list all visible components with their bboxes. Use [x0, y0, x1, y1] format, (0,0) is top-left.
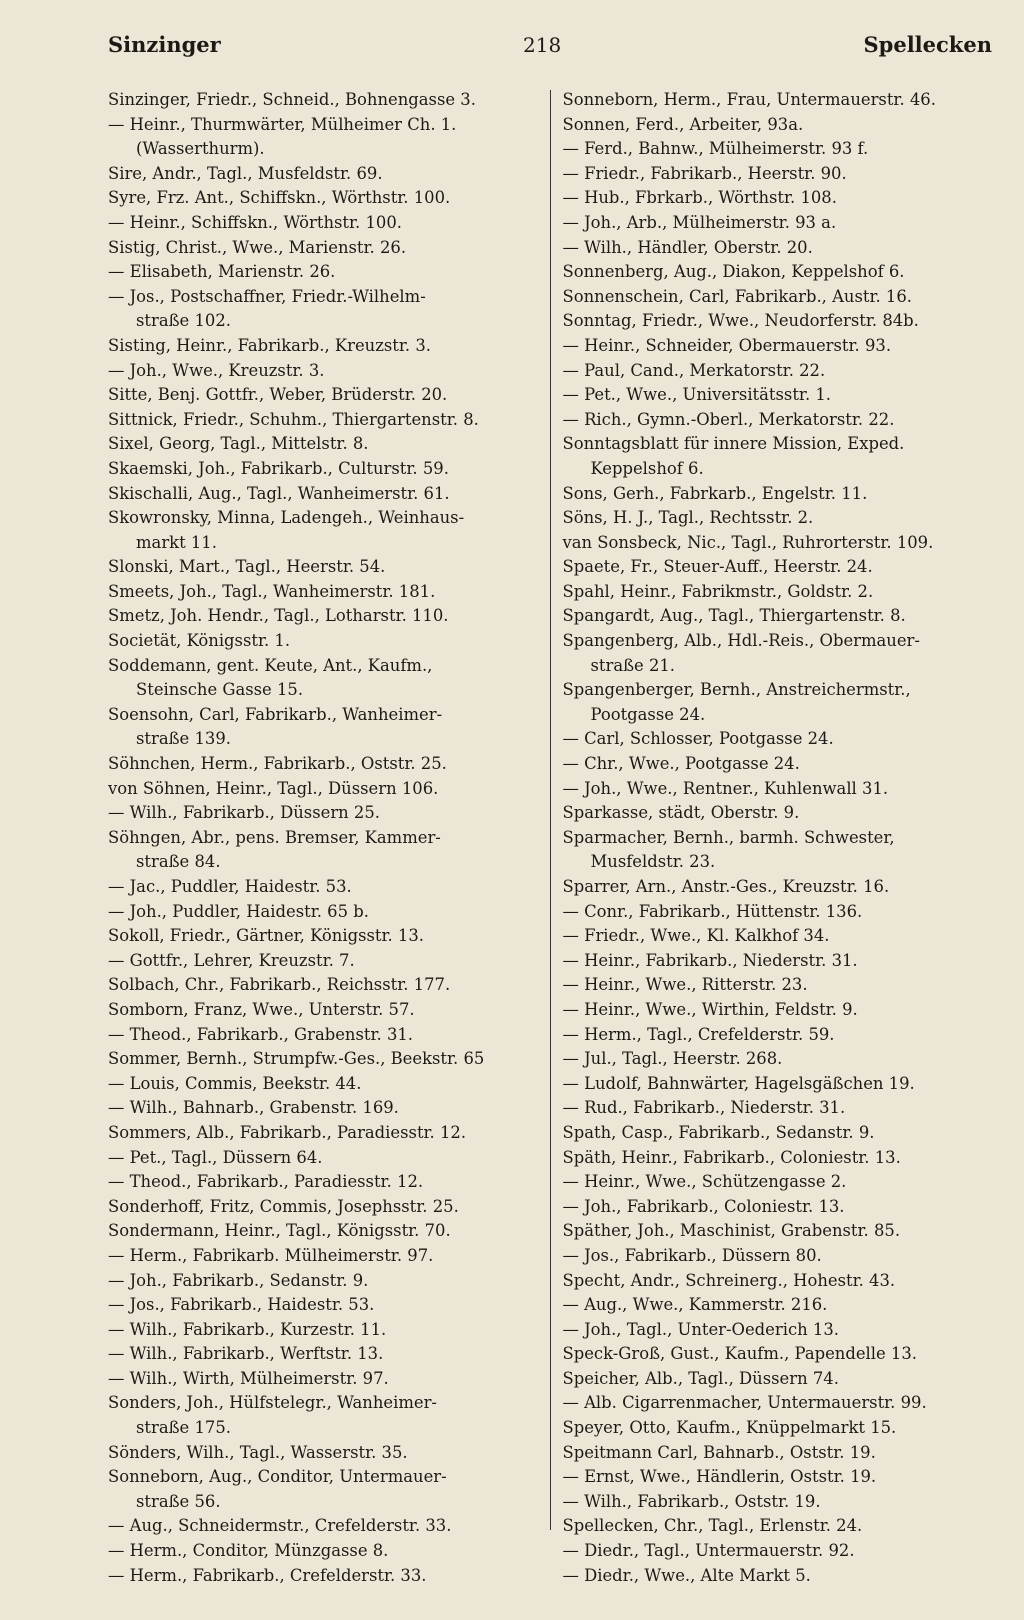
- directory-entry: — Carl, Schlosser, Pootgasse 24.: [562, 729, 834, 749]
- directory-entry: — Diedr., Wwe., Alte Markt 5.: [562, 1565, 811, 1585]
- directory-entry: — Friedr., Wwe., Kl. Kalkhof 34.: [562, 926, 830, 946]
- entry-continuation: Steinsche Gasse 15.: [136, 680, 304, 700]
- directory-entry: — Wilh., Fabrikarb., Werftstr. 13.: [108, 1344, 384, 1364]
- directory-entry: Sommer, Bernh., Strumpfw.-Ges., Beekstr. 65: [108, 1049, 485, 1069]
- directory-entry: van Sonsbeck, Nic., Tagl., Ruhrorterstr. 109.: [562, 532, 934, 552]
- directory-entry: Sisting, Heinr., Fabrikarb., Kreuzstr. 3.: [108, 335, 431, 355]
- directory-entry: Sokoll, Friedr., Gärtner, Königsstr. 13.: [108, 926, 424, 946]
- directory-entry: Sonnenberg, Aug., Diakon, Keppelshof 6.: [562, 262, 905, 282]
- entry-continuation: straße 175.: [136, 1418, 231, 1438]
- entry-continuation: straße 21.: [590, 655, 676, 675]
- directory-entry: Sparkasse, städt, Oberstr. 9.: [562, 803, 800, 823]
- directory-entry: — Ferd., Bahnw., Mülheimerstr. 93 f.: [562, 139, 869, 159]
- directory-entry: Späther, Joh., Maschinist, Grabenstr. 85.: [562, 1221, 901, 1241]
- directory-entry: Sonntag, Friedr., Wwe., Neudorferstr. 84b.: [562, 311, 919, 331]
- directory-entry: Spath, Casp., Fabrikarb., Sedanstr. 9.: [562, 1122, 875, 1142]
- directory-entry: Skischalli, Aug., Tagl., Wanheimerstr. 61.: [108, 483, 450, 503]
- directory-entry: Sixel, Georg, Tagl., Mittelstr. 8.: [108, 434, 369, 454]
- directory-entry: Sonntagsblatt für innere Mission, Exped.: [562, 434, 905, 454]
- directory-entry: von Söhnen, Heinr., Tagl., Düssern 106.: [108, 778, 439, 798]
- directory-entry: — Wilh., Händler, Oberstr. 20.: [562, 237, 813, 257]
- page-number: 218: [523, 33, 562, 57]
- directory-entry: — Joh., Wwe., Kreuzstr. 3.: [108, 360, 325, 380]
- directory-entry: Sons, Gerh., Fabrkarb., Engelstr. 11.: [562, 483, 868, 503]
- directory-entry: — Chr., Wwe., Pootgasse 24.: [562, 754, 800, 774]
- directory-entry: Smeets, Joh., Tagl., Wanheimerstr. 181.: [108, 581, 436, 601]
- directory-entry: Slonski, Mart., Tagl., Heerstr. 54.: [108, 557, 386, 577]
- directory-entry: — Jul., Tagl., Heerstr. 268.: [562, 1049, 783, 1069]
- directory-entry: Späth, Heinr., Fabrikarb., Coloniestr. 13.: [562, 1147, 901, 1167]
- directory-entry: Somborn, Franz, Wwe., Unterstr. 57.: [108, 999, 415, 1019]
- directory-entry: Söns, H. J., Tagl., Rechtsstr. 2.: [562, 508, 814, 528]
- directory-entry: — Paul, Cand., Merkatorstr. 22.: [562, 360, 826, 380]
- directory-entry: — Ludolf, Bahnwärter, Hagelsgäßchen 19.: [562, 1073, 915, 1093]
- directory-entry: — Alb. Cigarrenmacher, Untermauerstr. 99.: [562, 1393, 927, 1413]
- directory-entry: Sonneborn, Herm., Frau, Untermauerstr. 46.: [562, 90, 936, 109]
- directory-entry: Sinzinger, Friedr., Schneid., Bohnengasse 3.: [108, 90, 476, 109]
- directory-entry: Spaete, Fr., Steuer-Auff., Heerstr. 24.: [562, 557, 873, 577]
- directory-entry: Societät, Königsstr. 1.: [108, 631, 291, 651]
- directory-entry: — Herm., Tagl., Crefelderstr. 59.: [562, 1024, 835, 1044]
- directory-entry: — Aug., Schneidermstr., Crefelderstr. 33.: [108, 1516, 452, 1536]
- directory-entry: — Wilh., Fabrikarb., Kurzestr. 11.: [108, 1319, 387, 1339]
- directory-entry: Speitmann Carl, Bahnarb., Oststr. 19.: [562, 1442, 876, 1462]
- directory-entry: Spangardt, Aug., Tagl., Thiergartenstr. 8.: [562, 606, 906, 626]
- directory-entry: Skaemski, Joh., Fabrikarb., Culturstr. 59.: [108, 458, 449, 478]
- directory-entry: Sonneborn, Aug., Conditor, Untermauer-: [108, 1467, 447, 1487]
- directory-entry: Sitte, Benj. Gottfr., Weber, Brüderstr. 20.: [108, 385, 448, 405]
- entry-continuation: straße 56.: [136, 1491, 221, 1511]
- directory-entry: — Jos., Fabrikarb., Haidestr. 53.: [108, 1295, 375, 1315]
- directory-entry: Specht, Andr., Schreinerg., Hohestr. 43.: [562, 1270, 896, 1290]
- entry-continuation: straße 84.: [136, 852, 221, 872]
- directory-entry: — Gottfr., Lehrer, Kreuzstr. 7.: [108, 950, 355, 970]
- directory-entry: — Jos., Postschaffner, Friedr.-Wilhelm-: [108, 286, 426, 306]
- directory-entry: Söhnchen, Herm., Fabrikarb., Oststr. 25.: [108, 754, 447, 774]
- directory-entry: — Joh., Arb., Mülheimerstr. 93 a.: [562, 212, 837, 232]
- directory-entry: — Joh., Wwe., Rentner., Kuhlenwall 31.: [562, 778, 889, 798]
- entry-continuation: straße 102.: [136, 311, 231, 331]
- directory-entry: Sonnen, Ferd., Arbeiter, 93a.: [562, 114, 804, 134]
- directory-entry: — Heinr., Wwe., Schützengasse 2.: [562, 1172, 847, 1192]
- directory-entry: — Rich., Gymn.-Oberl., Merkatorstr. 22.: [562, 409, 895, 429]
- directory-entry: — Wilh., Fabrikarb., Oststr. 19.: [562, 1491, 821, 1511]
- directory-entry: — Herm., Conditor, Münzgasse 8.: [108, 1541, 389, 1561]
- entry-continuation: Pootgasse 24.: [590, 704, 706, 724]
- directory-entry: — Jac., Puddler, Haidestr. 53.: [108, 877, 352, 896]
- directory-entry: — Joh., Fabrikarb., Sedanstr. 9.: [108, 1270, 369, 1290]
- page-header: [108, 32, 992, 82]
- directory-entry: — Heinr., Fabrikarb., Niederstr. 31.: [562, 950, 858, 970]
- directory-entry: — Pet., Tagl., Düssern 64.: [108, 1147, 323, 1167]
- directory-entry: — Conr., Fabrikarb., Hüttenstr. 136.: [562, 901, 863, 921]
- directory-entry: Speicher, Alb., Tagl., Düssern 74.: [562, 1368, 839, 1388]
- directory-entry: Smetz, Joh. Hendr., Tagl., Lotharstr. 110.: [108, 606, 449, 626]
- entry-continuation: Musfeldstr. 23.: [590, 852, 716, 872]
- directory-entry: — Ernst, Wwe., Händlerin, Oststr. 19.: [562, 1467, 877, 1487]
- directory-entry: — Hub., Fbrkarb., Wörthstr. 108.: [562, 188, 837, 208]
- directory-entry: Soddemann, gent. Keute, Ant., Kaufm.,: [108, 655, 433, 675]
- directory-entry: — Heinr., Schneider, Obermauerstr. 93.: [562, 335, 892, 355]
- directory-entry: Sonders, Joh., Hülfstelegr., Wanheimer-: [108, 1393, 437, 1413]
- directory-entry: Skowronsky, Minna, Ladengeh., Weinhaus-: [108, 508, 465, 528]
- entry-continuation: Keppelshof 6.: [590, 458, 704, 478]
- right-column: [550, 88, 992, 1588]
- directory-entry: — Wilh., Fabrikarb., Düssern 25.: [108, 803, 380, 823]
- entry-continuation: straße 139.: [136, 729, 231, 749]
- directory-entry: Speck-Groß, Gust., Kaufm., Papendelle 13.: [562, 1344, 917, 1364]
- directory-entry: — Joh., Fabrikarb., Coloniestr. 13.: [562, 1196, 845, 1216]
- entry-continuation: (Wasserthurm).: [136, 139, 265, 159]
- directory-entry: — Heinr., Thurmwärter, Mülheimer Ch. 1.: [108, 114, 457, 134]
- directory-entry: — Heinr., Schiffskn., Wörthstr. 100.: [108, 212, 402, 232]
- directory-entry: — Heinr., Wwe., Ritterstr. 23.: [562, 975, 808, 995]
- directory-entry: — Friedr., Fabrikarb., Heerstr. 90.: [562, 163, 847, 183]
- directory-entry: Soensohn, Carl, Fabrikarb., Wanheimer-: [108, 704, 443, 724]
- directory-entry: Sommers, Alb., Fabrikarb., Paradiesstr. 12.: [108, 1122, 467, 1142]
- directory-entry: Söhngen, Abr., pens. Bremser, Kammer-: [108, 827, 441, 847]
- header-left-word: Sinzinger: [108, 32, 221, 57]
- directory-entry: Spahl, Heinr., Fabrikmstr., Goldstr. 2.: [562, 581, 874, 601]
- directory-entry: Spangenberger, Bernh., Anstreichermstr.,: [562, 680, 911, 700]
- directory-entry: Sparmacher, Bernh., barmh. Schwester,: [562, 827, 895, 847]
- header-right-word: Spellecken: [863, 32, 992, 57]
- directory-entry: Speyer, Otto, Kaufm., Knüppelmarkt 15.: [562, 1418, 897, 1438]
- directory-entry: Spellecken, Chr., Tagl., Erlenstr. 24.: [562, 1516, 863, 1536]
- directory-entry: — Jos., Fabrikarb., Düssern 80.: [562, 1245, 822, 1265]
- directory-entry: Sonnenschein, Carl, Fabrikarb., Austr. 16.: [562, 286, 913, 306]
- directory-entry: Solbach, Chr., Fabrikarb., Reichsstr. 177.: [108, 975, 451, 995]
- directory-entry: Sittnick, Friedr., Schuhm., Thiergartenstr. 8.: [108, 409, 479, 429]
- directory-entry: Sönders, Wilh., Tagl., Wasserstr. 35.: [108, 1442, 408, 1462]
- directory-columns: [108, 88, 992, 1588]
- directory-entry: Syre, Frz. Ant., Schiffskn., Wörthstr. 100.: [108, 188, 451, 208]
- directory-entry: — Diedr., Tagl., Untermauerstr. 92.: [562, 1541, 855, 1561]
- directory-entry: — Herm., Fabrikarb. Mülheimerstr. 97.: [108, 1245, 434, 1265]
- directory-entry: — Theod., Fabrikarb., Grabenstr. 31.: [108, 1024, 414, 1044]
- directory-entry: — Pet., Wwe., Universitätsstr. 1.: [562, 385, 832, 405]
- directory-entry: — Joh., Puddler, Haidestr. 65 b.: [108, 901, 369, 921]
- directory-entry: — Wilh., Wirth, Mülheimerstr. 97.: [108, 1368, 389, 1388]
- directory-entry: — Heinr., Wwe., Wirthin, Feldstr. 9.: [562, 999, 858, 1019]
- directory-entry: — Herm., Fabrikarb., Crefelderstr. 33.: [108, 1565, 427, 1585]
- directory-entry: — Louis, Commis, Beekstr. 44.: [108, 1073, 362, 1093]
- directory-entry: — Aug., Wwe., Kammerstr. 216.: [562, 1295, 828, 1315]
- directory-entry: Sistig, Christ., Wwe., Marienstr. 26.: [108, 237, 407, 257]
- directory-entry: — Joh., Tagl., Unter-Oederich 13.: [562, 1319, 839, 1339]
- directory-entry: — Theod., Fabrikarb., Paradiesstr. 12.: [108, 1172, 424, 1192]
- directory-entry: Sonderhoff, Fritz, Commis, Josephsstr. 25.: [108, 1196, 459, 1216]
- entry-continuation: markt 11.: [136, 532, 217, 552]
- left-column: [108, 88, 550, 1588]
- directory-entry: — Wilh., Bahnarb., Grabenstr. 169.: [108, 1098, 399, 1118]
- directory-entry: — Elisabeth, Marienstr. 26.: [108, 262, 336, 282]
- directory-entry: Spangenberg, Alb., Hdl.-Reis., Obermauer-: [562, 631, 920, 651]
- directory-entry: — Rud., Fabrikarb., Niederstr. 31.: [562, 1098, 846, 1118]
- directory-entry: Sire, Andr., Tagl., Musfeldstr. 69.: [108, 163, 383, 183]
- directory-entry: Sparrer, Arn., Anstr.-Ges., Kreuzstr. 16.: [562, 877, 890, 896]
- directory-entry: Sondermann, Heinr., Tagl., Königsstr. 70.: [108, 1221, 451, 1241]
